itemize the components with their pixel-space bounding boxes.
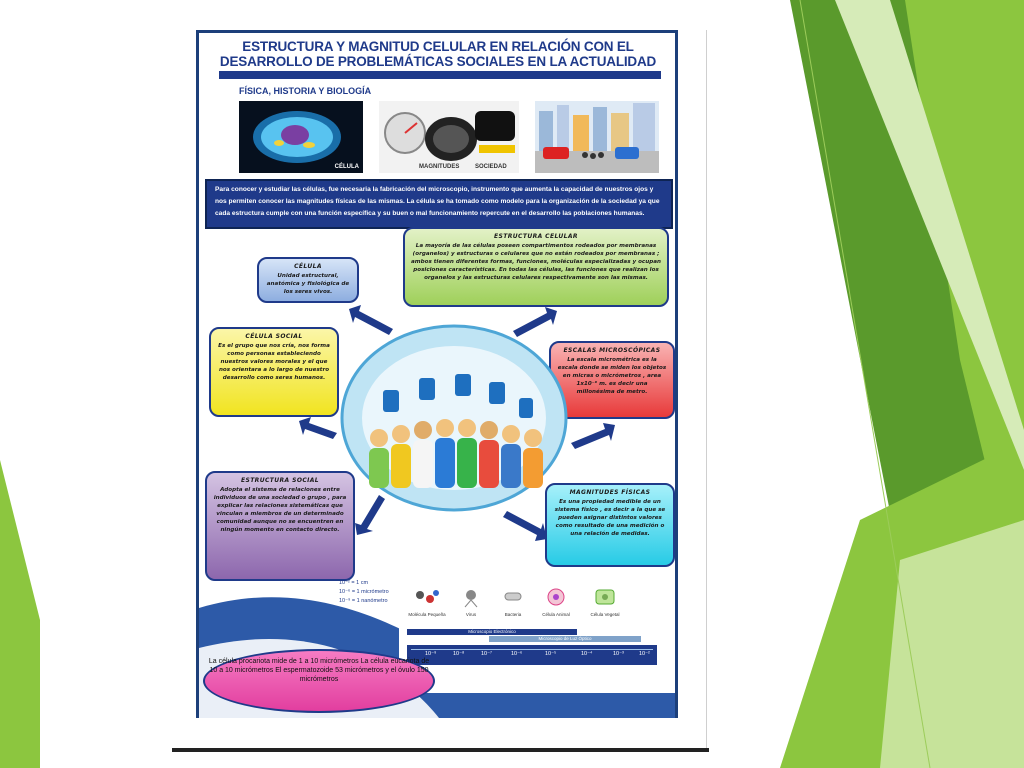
scale-items-row bbox=[405, 587, 635, 627]
scale-bar-optical-label: Microscopio de Luz Óptico bbox=[538, 636, 592, 641]
card-escalas-title: ESCALAS MICROSCÓPICAS bbox=[563, 347, 661, 354]
intro-text: Para conocer y estudiar las células, fue necesaria la fabricación del microscopio, instrumento que aumenta la capacidad de nuestros ojos y nos permiten conocer las magnitudes físicas de las mismas. La célula se ha tomado como modelo para la organización de la sociedad ya que cada estructura cumple con una función específica y su buen o mal funcionamiento repercute en el desarrollo las poblaciones humanas. bbox=[215, 186, 660, 217]
card-estructura-social-body: Adopta el sistema de relaciones entre individuos de una sociedad o grupo , para explicar las relaciones sistemáticas que vinculan a miembros de un determinado comunidad aunque no se encuentren en ningún momento en contacto directo. bbox=[213, 487, 347, 533]
scale-item-plant-cell bbox=[583, 587, 627, 617]
scale-tick-7: 10⁻³ bbox=[613, 651, 624, 657]
society-image bbox=[475, 101, 659, 173]
scale-item-animal-cell-label: Célula Animal bbox=[542, 612, 570, 617]
magnitudes-caption: MAGNITUDES bbox=[419, 164, 460, 170]
scale-legend-1: 10⁻² = 1 cm bbox=[339, 580, 369, 586]
card-estructura-social bbox=[205, 471, 355, 581]
poster-page-edge bbox=[706, 30, 707, 748]
scale-axis-line bbox=[411, 649, 653, 650]
card-estructura-celular-body: La mayoría de las células poseen compartimentos rodeados por membranas (organelos) y estructuras o celulares que no están rodeados por membranas ; ambos tienen diferentes formas, funciones, moléculas especializadas y ocupan posiciones características. En todas las células, las funciones que realizan los organelos y las estructuras celulares respectivamente son las mismas. bbox=[411, 243, 661, 281]
card-magnitudes-body: Es una propiedad medible de un sistema físico , es decir a la que se pueden asignar distintos valores como resultado de una medición o una relación de medidas. bbox=[554, 499, 666, 537]
arrow-to-celula bbox=[349, 305, 395, 335]
virus-icon bbox=[459, 587, 483, 607]
scale-tick-1: 10⁻⁹ bbox=[425, 651, 437, 657]
card-celula-social-body: Es el grupo que nos cría, nos forma como personas estableciendo nuestros valores morales y el que nos orientara a lo largo de nuestro desarrollo como seres humanos. bbox=[218, 343, 330, 381]
arrow-to-estructura-celular bbox=[511, 307, 557, 337]
scale-tick-6: 10⁻⁴ bbox=[581, 651, 593, 657]
scale-tick-2: 10⁻⁸ bbox=[453, 651, 465, 657]
card-magnitudes-title: MAGNITUDES FÍSICAS bbox=[569, 489, 651, 496]
scale-axis bbox=[407, 645, 657, 665]
scale-bar-optical bbox=[489, 636, 641, 642]
poster-title: ESTRUCTURA Y MAGNITUD CELULAR EN RELACIÓN CON EL DESARROLLO DE PROBLEMÁTICAS SOCIALES EN LA ACTUALIDAD bbox=[219, 39, 657, 69]
card-estructura-social-title: ESTRUCTURA SOCIAL bbox=[240, 477, 320, 484]
scale-item-bacteria bbox=[495, 587, 531, 617]
card-celula-social-title: CÉLULA SOCIAL bbox=[245, 333, 303, 340]
scale-tick-3: 10⁻⁷ bbox=[481, 651, 493, 657]
plant-cell-icon bbox=[593, 587, 617, 607]
scale-item-plant-cell-label: Célula Vegetal bbox=[590, 612, 620, 617]
card-celula-social bbox=[209, 327, 339, 417]
scale-item-virus-label: Virus bbox=[465, 612, 477, 617]
central-people-cloud bbox=[339, 318, 569, 518]
animal-cell-icon bbox=[544, 587, 568, 607]
cell-illustration bbox=[239, 101, 363, 173]
scale-item-virus bbox=[453, 587, 489, 617]
card-escalas-body: La escala micrométrica es la escala donde se miden los objetos en micras o micrómetros , area 1x10⁻⁶ m. es decir una millonésima de metro. bbox=[557, 357, 667, 395]
title-divider bbox=[219, 71, 661, 79]
scale-item-animal-cell bbox=[535, 587, 577, 617]
cell-image bbox=[239, 101, 363, 173]
bacteria-icon bbox=[501, 587, 525, 607]
city-illustration bbox=[535, 101, 659, 173]
card-estructura-celular-title: ESTRUCTURA CELULAR bbox=[494, 233, 578, 240]
scale-item-molecule bbox=[405, 587, 449, 617]
scale-tick-4: 10⁻⁶ bbox=[511, 651, 523, 657]
scale-legend-3: 10⁻⁹ = 1 nanómetro bbox=[339, 598, 388, 604]
molecule-icon bbox=[412, 587, 442, 607]
society-caption: SOCIEDAD bbox=[475, 164, 507, 170]
arrow-to-escalas bbox=[569, 423, 615, 449]
scale-tick-8: 10⁻² bbox=[639, 651, 650, 657]
scale-bar-electron-label: Microscopio Electrónico bbox=[468, 629, 516, 634]
scale-item-molecule-label: Molécula Pequeña bbox=[408, 612, 446, 617]
cell-size-oval bbox=[203, 649, 435, 713]
cell-size-text: La célula procariota mide de 1 a 10 micrómetros La célula eucariota de 10 a 10 micrómetros El espermatozoide 53 micrómetros y el óvulo 150 micrómetros bbox=[208, 658, 430, 683]
card-celula-body: Unidad estructural, anatómica y fisiológica de los seres vivos. bbox=[266, 273, 350, 295]
card-celula-title: CÉLULA bbox=[294, 263, 322, 270]
card-estructura-celular bbox=[403, 227, 669, 307]
gauges-illustration bbox=[379, 101, 519, 173]
arrow-to-celula-social bbox=[299, 417, 339, 439]
scale-bar-electron bbox=[407, 629, 577, 635]
poster-subtitle: FÍSICA, HISTORIA Y BIOLOGÍA bbox=[239, 86, 372, 96]
arrow-to-estructura-social bbox=[355, 495, 385, 535]
arrow-to-magnitudes bbox=[503, 511, 547, 541]
scale-item-bacteria-label: Bacteria bbox=[504, 612, 522, 617]
scale-tick-5: 10⁻⁵ bbox=[545, 651, 557, 657]
magnitudes-image bbox=[379, 101, 519, 173]
poster-page-shadow bbox=[172, 748, 709, 752]
poster bbox=[196, 30, 678, 718]
cell-caption: CÉLULA bbox=[334, 164, 359, 170]
card-celula bbox=[257, 257, 359, 303]
intro-text-box bbox=[205, 179, 673, 229]
scale-legend-2: 10⁻⁶ = 1 micrómetro bbox=[339, 589, 389, 595]
